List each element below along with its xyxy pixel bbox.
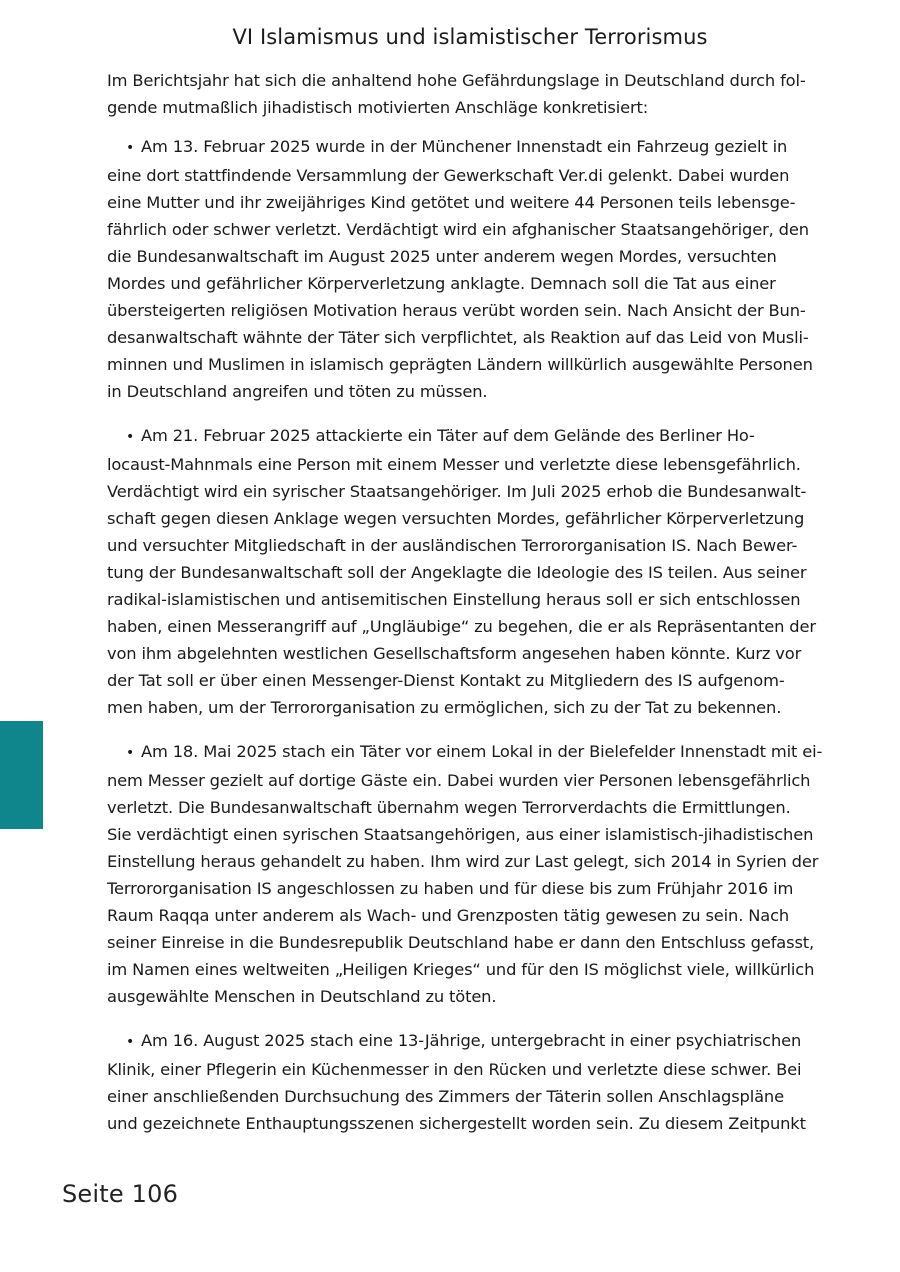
bullet-icon: • (126, 140, 135, 156)
text-line-first (107, 1027, 837, 1056)
bullet-item-berlin (107, 422, 837, 721)
page-body (107, 67, 837, 1154)
text-line: und versuchter Mitgliedschaft in der ausländischen Terrororganisation IS. Nach Bewer- (107, 536, 798, 555)
bullet-item-munich (107, 133, 837, 405)
text-line: im Namen eines weltweiten „Heiligen Krieges“ und für den IS möglichst viele, willkürlich (107, 960, 815, 979)
bullet-icon: • (126, 745, 135, 761)
intro-paragraph (107, 67, 837, 121)
text-line: die Bundesanwaltschaft im August 2025 unter anderem wegen Mordes, versuchten (107, 247, 777, 266)
text-line: übersteigerten religiösen Motivation heraus verübt worden sein. Nach Ansicht der Bun- (107, 301, 806, 320)
text-line: in Deutschland angreifen und töten zu müssen. (107, 382, 488, 401)
chapter-side-tab (0, 721, 43, 829)
text-line: haben, einen Messerangriff auf „Ungläubige“ zu begehen, die er als Repräsentanten der (107, 617, 816, 636)
page-header-title: VI Islamismus und islamistischer Terrorismus (232, 25, 708, 49)
text-line: eine Mutter und ihr zweijähriges Kind getötet und weitere 44 Personen teils lebensge- (107, 193, 796, 212)
bullet-icon: • (126, 1034, 135, 1050)
text-line: Am 13. Februar 2025 wurde in der Münchener Innenstadt ein Fahrzeug gezielt in (141, 137, 788, 156)
text-line: Einstellung heraus gehandelt zu haben. Ihm wird zur Last gelegt, sich 2014 in Syrien der (107, 852, 819, 871)
text-line: gende mutmaßlich jihadistisch motivierten Anschläge konkretisiert: (107, 98, 649, 117)
text-line: Sie verdächtigt einen syrischen Staatsangehörigen, aus einer islamistisch-jihadistischen (107, 825, 814, 844)
text-line: men haben, um der Terrororganisation zu ermöglichen, sich zu der Tat zu bekennen. (107, 698, 782, 717)
text-line: tung der Bundesanwaltschaft soll der Angeklagte die Ideologie des IS teilen. Aus seiner (107, 563, 807, 582)
page-number: Seite 106 (62, 1180, 179, 1208)
text-line: verletzt. Die Bundesanwaltschaft übernahm wegen Terrorverdachts die Ermittlungen. (107, 798, 791, 817)
text-line-first (107, 133, 837, 162)
bullet-item-clinic (107, 1027, 837, 1137)
text-line: Terrororganisation IS angeschlossen zu haben und für diese bis zum Frühjahr 2016 im (107, 879, 794, 898)
text-line-first (107, 738, 837, 767)
bullet-item-bielefeld (107, 738, 837, 1010)
text-line: einer anschließenden Durchsuchung des Zimmers der Täterin sollen Anschlagspläne (107, 1087, 784, 1106)
text-line: Im Berichtsjahr hat sich die anhaltend hohe Gefährdungslage in Deutschland durch fol- (107, 71, 806, 90)
text-line: locaust-Mahnmals eine Person mit einem Messer und verletzte diese lebensgefährlich. (107, 455, 801, 474)
text-line: der Tat soll er über einen Messenger-Dienst Kontakt zu Mitgliedern des IS aufgenom- (107, 671, 785, 690)
text-line: Am 16. August 2025 stach eine 13-Jährige, untergebracht in einer psychiatrischen (141, 1031, 802, 1050)
text-line: seiner Einreise in die Bundesrepublik Deutschland habe er dann den Entschluss gefasst, (107, 933, 815, 952)
text-line: Klinik, einer Pflegerin ein Küchenmesser in den Rücken und verletzte diese schwer. Bei (107, 1060, 802, 1079)
text-line: und gezeichnete Enthauptungsszenen sichergestellt worden sein. Zu diesem Zeitpunkt (107, 1114, 806, 1133)
text-line: minnen und Muslimen in islamisch geprägten Ländern willkürlich ausgewählte Personen (107, 355, 813, 374)
text-line: nem Messer gezielt auf dortige Gäste ein. Dabei wurden vier Personen lebensgefährlich (107, 771, 811, 790)
text-line: ausgewählte Menschen in Deutschland zu töten. (107, 987, 497, 1006)
text-line: Am 18. Mai 2025 stach ein Täter vor einem Lokal in der Bielefelder Innenstadt mit ei- (141, 742, 823, 761)
text-line-first (107, 422, 837, 451)
text-line: von ihm abgelehnten westlichen Gesellschaftsform angesehen haben könnte. Kurz vor (107, 644, 802, 663)
text-line: desanwaltschaft wähnte der Täter sich verpflichtet, als Reaktion auf das Leid von Musli- (107, 328, 809, 347)
text-line: Verdächtigt wird ein syrischer Staatsangehöriger. Im Juli 2025 erhob die Bundesanwalt- (107, 482, 807, 501)
text-line: Raum Raqqa unter anderem als Wach- und Grenzposten tätig gewesen zu sein. Nach (107, 906, 790, 925)
text-line: radikal-islamistischen und antisemitischen Einstellung heraus soll er sich entschlossen (107, 590, 801, 609)
text-line: Mordes und gefährlicher Körperverletzung anklagte. Demnach soll die Tat aus einer (107, 274, 776, 293)
text-line: Am 21. Februar 2025 attackierte ein Täter auf dem Gelände des Berliner Ho- (141, 426, 755, 445)
text-line: fährlich oder schwer verletzt. Verdächtigt wird ein afghanischer Staatsangehöriger, den (107, 220, 809, 239)
bullet-icon: • (126, 429, 135, 445)
text-line: schaft gegen diesen Anklage wegen versuchten Mordes, gefährlicher Körperverletzung (107, 509, 805, 528)
text-line: eine dort stattfindende Versammlung der Gewerkschaft Ver.di gelenkt. Dabei wurden (107, 166, 790, 185)
